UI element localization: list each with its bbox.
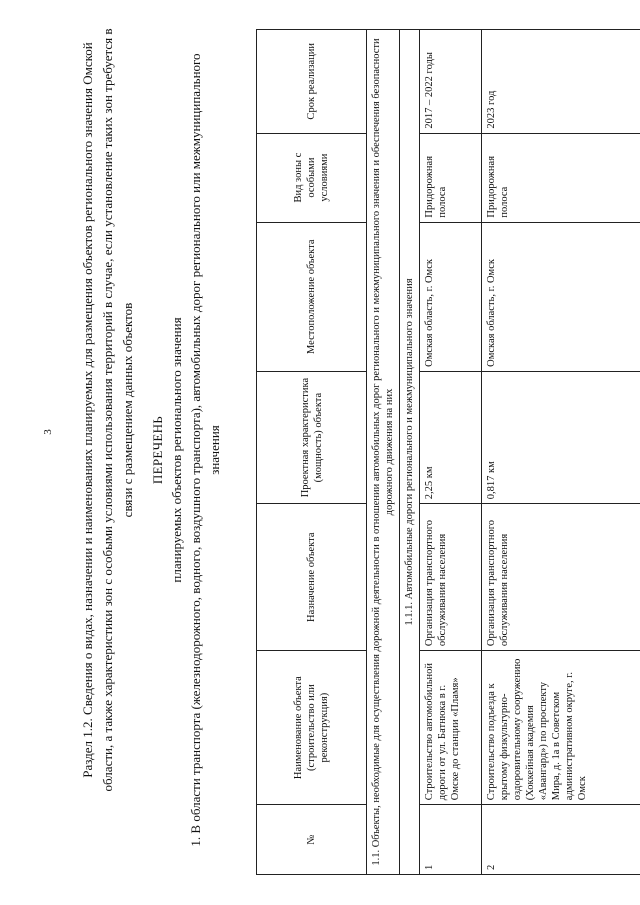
header-zone: Вид зоны с особыми условиями xyxy=(257,133,367,222)
cell-term: 2023 год xyxy=(482,30,640,134)
table-row xyxy=(482,30,640,875)
cell-zone: Придорожная полоса xyxy=(420,133,482,222)
cell-capacity: 2,25 км xyxy=(420,371,482,503)
cell-name: Строительство подъезда к крытому физкультурно-оздоровительному сооружению (Хоккейная академия «Авангард») по проспекту Мира, д. 1а в Советском административном округе, г. Омск xyxy=(482,651,640,805)
header-term: Срок реализации xyxy=(257,30,367,134)
cell-zone: Придорожная полоса xyxy=(482,133,640,222)
section-1-1-label: 1.1. Объекты, необходимые для осуществления дорожной деятельности в отношении автомобильных дорог регионального и межмуниципального значения и обеспечения безопасности дорожного движения на них xyxy=(367,30,400,875)
page-number: 3 xyxy=(42,429,54,435)
cell-purpose: Организация транспортного обслуживания населения xyxy=(482,504,640,651)
table-row xyxy=(420,30,482,875)
table-section-row xyxy=(367,30,400,875)
section-intro-heading: Раздел 1.2. Сведения о видах, назначении и наименованиях планируемых для размещения объектов регионального значения Омской области, а также характеристики зон с особыми условиями использования территорий в случае, если установление таких зон требуется в связи с размещением данных объектов xyxy=(80,28,135,792)
cell-num: 2 xyxy=(482,805,640,875)
cell-location: Омская область, г. Омск xyxy=(420,222,482,371)
list-heading-block xyxy=(148,35,224,865)
cell-num: 1 xyxy=(420,805,482,875)
header-capacity: Проектная характеристика (мощность) объекта xyxy=(257,371,367,503)
list-title: ПЕРЕЧЕНЬ xyxy=(150,415,165,485)
cell-capacity: 0,817 км xyxy=(482,371,640,503)
objects-table xyxy=(256,29,640,875)
header-num: № xyxy=(257,805,367,875)
header-purpose: Назначение объекта xyxy=(257,504,367,651)
cell-purpose: Организация транспортного обслуживания населения xyxy=(420,504,482,651)
header-name: Наименование объекта (строительство или реконструкция) xyxy=(257,651,367,805)
table-subsection-row xyxy=(400,30,420,875)
cell-term: 2017 – 2022 годы xyxy=(420,30,482,134)
list-section-heading: 1. В области транспорта (железнодорожного, водного, воздушного транспорта), автомобильных дорог регионального или межмуниципального значения xyxy=(188,53,222,847)
cell-location: Омская область, г. Омск xyxy=(482,222,640,371)
section-1-1-1-label: 1.1.1. Автомобильные дороги регионального и межмуниципального значения xyxy=(400,30,420,875)
table-header-row xyxy=(257,30,367,875)
list-subtitle: планируемых объектов регионального значения xyxy=(169,317,184,583)
cell-name: Строительство автомобильной дороги от ул. Батнюка в г. Омске до станции «Пламя» xyxy=(420,651,482,805)
header-location: Местоположение объекта xyxy=(257,222,367,371)
